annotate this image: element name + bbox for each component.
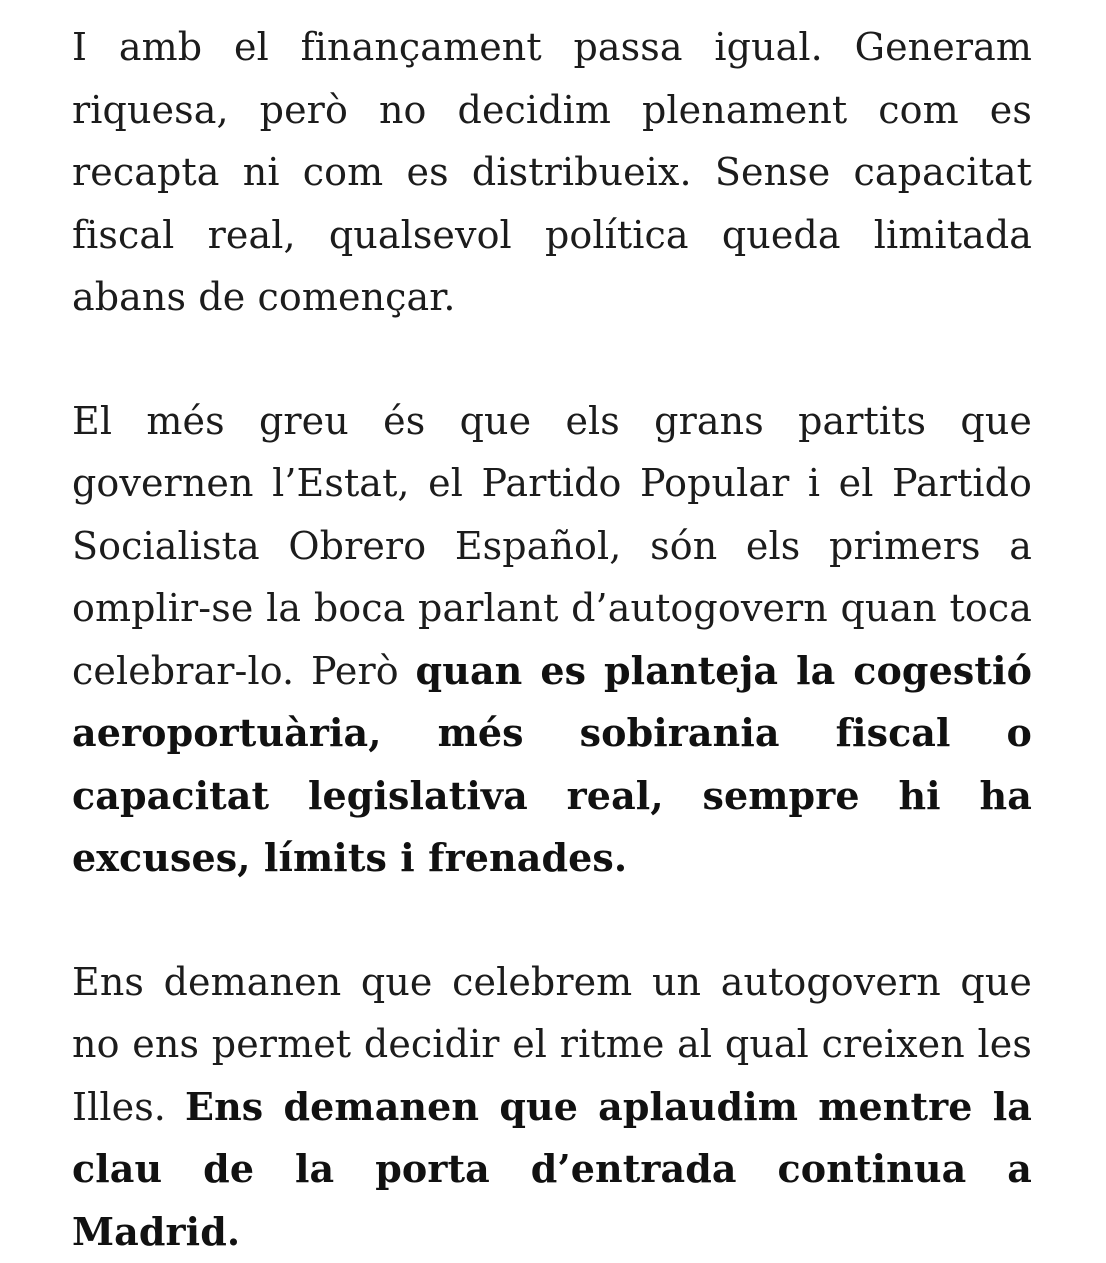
article-body bbox=[72, 16, 1032, 1263]
paragraph-emphasis: Ens demanen que aplaudim mentre la clau de la porta d’entrada continua a Madrid. bbox=[72, 1084, 1032, 1254]
paragraph-parties bbox=[72, 390, 1032, 890]
paragraph-financing bbox=[72, 16, 1032, 329]
paragraph-madrid bbox=[72, 951, 1032, 1263]
paragraph-text: I amb el finançament passa igual. Generam riquesa, però no decidim plenament com es recapta ni com es distribueix. Sense capacitat fiscal real, qualsevol política queda limitada abans de començar. bbox=[72, 25, 1032, 319]
paragraph-text: El més greu és que els grans partits que governen l’Estat, el Partido Popular i el Partido Socialista Obrero Español, són els primers a omplir-se la boca parlant d’autogovern quan toca celebrar-lo. Però bbox=[72, 399, 1032, 693]
paragraph-emphasis: quan es planteja la cogestió aeroportuària, més sobirania fiscal o capacitat legislativa real, sempre hi ha excuses, límits i frenades. bbox=[72, 648, 1032, 881]
paragraph-text: Ens demanen que celebrem un autogovern que no ens permet decidir el ritme al qual creixen les Illes. bbox=[72, 960, 1032, 1129]
